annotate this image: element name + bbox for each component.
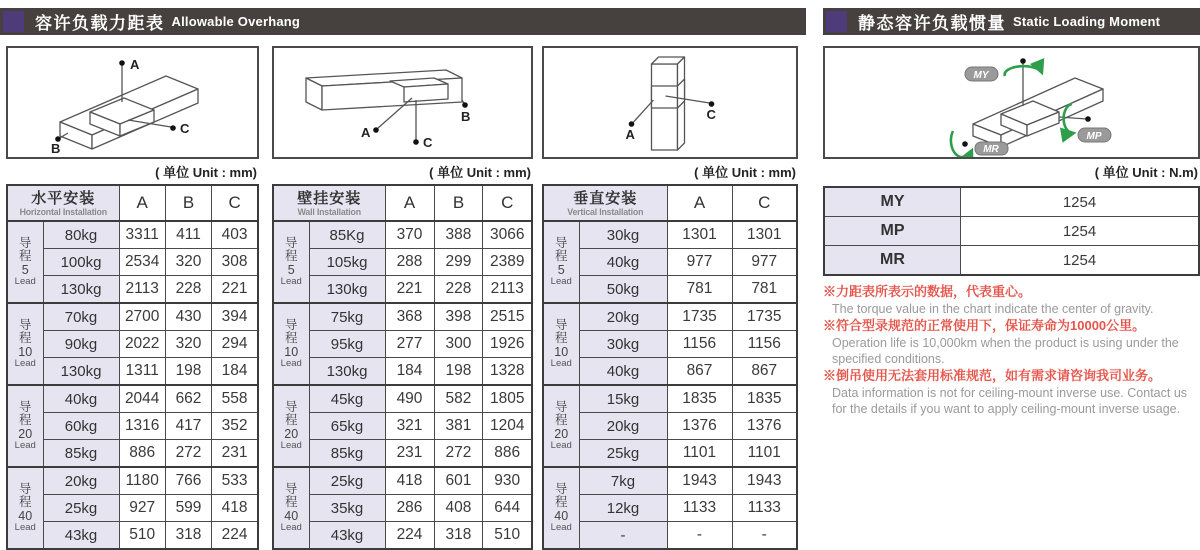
- panel-horizontal-installation: [6, 46, 259, 550]
- value-cell: 308: [212, 249, 258, 276]
- table-row: [7, 467, 258, 495]
- value-cell: 599: [165, 495, 211, 522]
- note-center-of-gravity: [823, 283, 1200, 317]
- moment-label-mp: MP: [824, 217, 961, 246]
- table-row: [7, 276, 258, 304]
- value-cell: 228: [165, 276, 211, 304]
- table-row: [7, 495, 258, 522]
- table-row: [273, 413, 532, 440]
- moment-value-mp: 1254: [961, 217, 1200, 246]
- table-row: [7, 413, 258, 440]
- value-cell: 886: [483, 440, 532, 468]
- vertical-installation-title: 垂直安装 Vertical Installation: [543, 185, 667, 221]
- column-header-a: A: [385, 185, 434, 221]
- column-header-a: A: [119, 185, 165, 221]
- point-label-c: C: [180, 121, 190, 136]
- section-title-en: Allowable Overhang: [171, 14, 301, 29]
- point-label-c: C: [423, 135, 433, 150]
- my-label: MY: [973, 70, 989, 81]
- value-cell: 352: [212, 413, 258, 440]
- load-cell: 65kg: [309, 413, 385, 440]
- table-row: [7, 221, 258, 249]
- point-label-b: B: [51, 141, 61, 156]
- load-cell: 43kg: [309, 522, 385, 550]
- load-cell: 7kg: [579, 467, 667, 495]
- table-static-loading-moment: [823, 186, 1200, 276]
- value-cell: 930: [483, 467, 532, 495]
- lead-cell-40: 导 程 40 Lead: [273, 467, 309, 549]
- point-label-a: A: [361, 125, 371, 140]
- lead-cell-10: 导 程 10 Lead: [273, 303, 309, 385]
- table-row: [7, 303, 258, 331]
- load-cell: 20kg: [43, 467, 119, 495]
- section-header-static-loading-moment: [823, 8, 1200, 35]
- value-cell: 221: [212, 276, 258, 304]
- section-title-en: Static Loading Moment: [1013, 14, 1161, 29]
- value-cell: 320: [165, 331, 211, 358]
- table-row: [824, 246, 1199, 276]
- column-header-b: B: [434, 185, 483, 221]
- load-cell: 130kg: [43, 358, 119, 386]
- value-cell: 408: [434, 495, 483, 522]
- load-cell: 85kg: [309, 440, 385, 468]
- value-cell: 221: [385, 276, 434, 304]
- value-cell: 294: [212, 331, 258, 358]
- table-row: [7, 522, 258, 550]
- value-cell: 1311: [119, 358, 165, 386]
- table-row: [543, 331, 797, 358]
- table-row: [273, 276, 532, 304]
- load-cell: 85kg: [43, 440, 119, 468]
- value-cell: 300: [434, 331, 483, 358]
- value-cell: 1204: [483, 413, 532, 440]
- table-row: [273, 249, 532, 276]
- unit-label-mm: ( 单位 Unit : mm): [694, 165, 796, 180]
- value-cell: 277: [385, 331, 434, 358]
- column-header-c: C: [212, 185, 258, 221]
- mr-rotation-arrow: [951, 131, 972, 157]
- table-row: [824, 217, 1199, 246]
- section-title-zh: 容许负载力距表: [35, 14, 165, 33]
- lead-cell-10: 导 程 10 Lead: [7, 303, 43, 385]
- table-row: [543, 358, 797, 386]
- value-cell: 1316: [119, 413, 165, 440]
- column-header-a: A: [667, 185, 732, 221]
- load-cell: 30kg: [579, 221, 667, 249]
- horizontal-installation-title: 水平安装 Horizontal Installation: [7, 185, 119, 221]
- value-cell: 766: [165, 467, 211, 495]
- value-cell: 286: [385, 495, 434, 522]
- value-cell: 1156: [667, 331, 732, 358]
- mr-label: MR: [983, 144, 999, 155]
- lead-cell-20: 导 程 20 Lead: [7, 385, 43, 467]
- value-cell: 320: [165, 249, 211, 276]
- load-cell: 20kg: [579, 413, 667, 440]
- table-row: [273, 522, 532, 550]
- lead-cell-40: 导 程 40 Lead: [543, 467, 579, 549]
- value-cell: 198: [434, 358, 483, 386]
- load-cell: 85Kg: [309, 221, 385, 249]
- value-cell: 1943: [732, 467, 797, 495]
- point-label-a: A: [130, 57, 140, 72]
- load-cell: 90kg: [43, 331, 119, 358]
- value-cell: 1735: [667, 303, 732, 331]
- note-en: Data information is not for ceiling-mount inverse use. Contact us for the details if you want to apply ceiling-mount inverse usage.: [832, 386, 1188, 416]
- value-cell: 558: [212, 385, 258, 413]
- value-cell: 1805: [483, 385, 532, 413]
- table-row: [273, 440, 532, 468]
- value-cell: 418: [385, 467, 434, 495]
- footnotes: [823, 283, 1200, 417]
- table-row: [273, 467, 532, 495]
- value-cell: 1926: [483, 331, 532, 358]
- table-header-row: [273, 185, 532, 221]
- lead-cell-5: 导 程 5 Lead: [543, 221, 579, 303]
- value-cell: 318: [165, 522, 211, 550]
- lead-cell-5: 导 程 5 Lead: [7, 221, 43, 303]
- value-cell: 2022: [119, 331, 165, 358]
- moment-rail-drawing: [825, 48, 1198, 157]
- load-cell: 15kg: [579, 385, 667, 413]
- value-cell: 510: [483, 522, 532, 550]
- value-cell: 272: [434, 440, 483, 468]
- note-operation-life: [823, 317, 1200, 367]
- panel-vertical-installation: [542, 46, 798, 550]
- table-row: [543, 495, 797, 522]
- value-cell: 1376: [732, 413, 797, 440]
- unit-label-nm: ( 单位 Unit : N.m): [1094, 165, 1198, 180]
- table-row: [7, 385, 258, 413]
- load-cell: 30kg: [579, 331, 667, 358]
- moment-value-mr: 1254: [961, 246, 1200, 276]
- value-cell: 1943: [667, 467, 732, 495]
- value-cell: 977: [667, 249, 732, 276]
- diagram-wall-installation: [272, 46, 533, 159]
- unit-label-mm: ( 单位 Unit : mm): [429, 165, 531, 180]
- value-cell: 781: [667, 276, 732, 304]
- table-row: [7, 249, 258, 276]
- load-cell: 50kg: [579, 276, 667, 304]
- value-cell: 224: [385, 522, 434, 550]
- value-cell: 288: [385, 249, 434, 276]
- value-cell: 411: [165, 221, 211, 249]
- value-cell: 381: [434, 413, 483, 440]
- note-en: Operation life is 10,000km when the product is using under the specified conditions.: [832, 336, 1179, 366]
- value-cell: 231: [212, 440, 258, 468]
- value-cell: 2113: [483, 276, 532, 304]
- column-header-c: C: [732, 185, 797, 221]
- load-cell: 130kg: [309, 276, 385, 304]
- value-cell: -: [667, 522, 732, 550]
- section-bullet-square: [3, 11, 24, 32]
- value-cell: 299: [434, 249, 483, 276]
- value-cell: 418: [212, 495, 258, 522]
- value-cell: 198: [165, 358, 211, 386]
- value-cell: 601: [434, 467, 483, 495]
- load-cell: 40kg: [579, 249, 667, 276]
- value-cell: 2113: [119, 276, 165, 304]
- value-cell: 370: [385, 221, 434, 249]
- value-cell: 430: [165, 303, 211, 331]
- value-cell: -: [732, 522, 797, 550]
- load-cell: 25kg: [309, 467, 385, 495]
- value-cell: 886: [119, 440, 165, 468]
- value-cell: 1133: [732, 495, 797, 522]
- value-cell: 490: [385, 385, 434, 413]
- table-row: [824, 187, 1199, 217]
- load-cell: 20kg: [579, 303, 667, 331]
- table-row: [543, 303, 797, 331]
- value-cell: 318: [434, 522, 483, 550]
- table-row: [273, 303, 532, 331]
- value-cell: 510: [119, 522, 165, 550]
- load-cell: -: [579, 522, 667, 550]
- value-cell: 2044: [119, 385, 165, 413]
- value-cell: 867: [732, 358, 797, 386]
- section-header-allowable-overhang: [0, 8, 806, 35]
- table-row: [273, 495, 532, 522]
- lead-cell-20: 导 程 20 Lead: [543, 385, 579, 467]
- table-row: [7, 331, 258, 358]
- load-cell: 70kg: [43, 303, 119, 331]
- note-zh: ※符合型录规范的正常使用下，保证寿命为10000公里。: [823, 318, 1146, 333]
- load-cell: 130kg: [309, 358, 385, 386]
- value-cell: 644: [483, 495, 532, 522]
- mp-label: MP: [1086, 131, 1102, 142]
- value-cell: 231: [385, 440, 434, 468]
- wall-installation-title: 壁挂安装 Wall Installation: [273, 185, 385, 221]
- vertical-rail-drawing: [544, 48, 796, 157]
- table-row: [7, 440, 258, 468]
- value-cell: 321: [385, 413, 434, 440]
- value-cell: 781: [732, 276, 797, 304]
- value-cell: 228: [434, 276, 483, 304]
- value-cell: 1156: [732, 331, 797, 358]
- value-cell: 394: [212, 303, 258, 331]
- point-label-b: B: [461, 109, 471, 124]
- unit-label-mm: ( 单位 Unit : mm): [155, 165, 257, 180]
- value-cell: 388: [434, 221, 483, 249]
- diagram-vertical-installation: [542, 46, 798, 159]
- value-cell: 2700: [119, 303, 165, 331]
- panel-wall-installation: [272, 46, 533, 550]
- table-horizontal-installation: [6, 184, 259, 550]
- value-cell: 582: [434, 385, 483, 413]
- load-cell: 105kg: [309, 249, 385, 276]
- load-cell: 45kg: [309, 385, 385, 413]
- value-cell: 1328: [483, 358, 532, 386]
- value-cell: 1101: [667, 440, 732, 468]
- table-wall-installation: [272, 184, 533, 550]
- diagram-horizontal-installation: [6, 46, 259, 159]
- note-zh: ※力距表所表示的数据，代表重心。: [823, 284, 1032, 299]
- load-cell: 40kg: [579, 358, 667, 386]
- value-cell: 1301: [732, 221, 797, 249]
- column-header-b: B: [165, 185, 211, 221]
- table-row: [273, 221, 532, 249]
- value-cell: 184: [385, 358, 434, 386]
- load-cell: 95kg: [309, 331, 385, 358]
- section-bullet-square: [826, 11, 847, 32]
- value-cell: 533: [212, 467, 258, 495]
- value-cell: 403: [212, 221, 258, 249]
- value-cell: 2515: [483, 303, 532, 331]
- moment-label-my: MY: [824, 187, 961, 217]
- value-cell: 398: [434, 303, 483, 331]
- moment-value-my: 1254: [961, 187, 1200, 217]
- table-row: [273, 331, 532, 358]
- value-cell: 1101: [732, 440, 797, 468]
- load-cell: 80kg: [43, 221, 119, 249]
- value-cell: 417: [165, 413, 211, 440]
- load-cell: 12kg: [579, 495, 667, 522]
- table-row: [543, 249, 797, 276]
- value-cell: 3066: [483, 221, 532, 249]
- lead-cell-10: 导 程 10 Lead: [543, 303, 579, 385]
- value-cell: 1735: [732, 303, 797, 331]
- value-cell: 184: [212, 358, 258, 386]
- table-row: [273, 358, 532, 386]
- load-cell: 35kg: [309, 495, 385, 522]
- note-zh: ※倒吊使用无法套用标准规范，如有需求请咨询我司业务。: [823, 368, 1162, 383]
- value-cell: 977: [732, 249, 797, 276]
- value-cell: 1133: [667, 495, 732, 522]
- lead-cell-5: 导 程 5 Lead: [273, 221, 309, 303]
- load-cell: 75kg: [309, 303, 385, 331]
- section-title-zh: 静态容许负载惯量: [858, 14, 1006, 33]
- table-row: [543, 385, 797, 413]
- table-header-row: [7, 185, 258, 221]
- table-row: [543, 221, 797, 249]
- point-label-a: A: [625, 127, 635, 142]
- load-cell: 100kg: [43, 249, 119, 276]
- load-cell: 25kg: [579, 440, 667, 468]
- value-cell: 272: [165, 440, 211, 468]
- value-cell: 368: [385, 303, 434, 331]
- load-cell: 130kg: [43, 276, 119, 304]
- moment-label-mr: MR: [824, 246, 961, 276]
- table-row: [543, 440, 797, 468]
- table-row: [543, 522, 797, 550]
- table-row: [543, 413, 797, 440]
- value-cell: 867: [667, 358, 732, 386]
- load-cell: 40kg: [43, 385, 119, 413]
- value-cell: 927: [119, 495, 165, 522]
- table-row: [7, 358, 258, 386]
- note-ceiling-mount: [823, 367, 1200, 417]
- table-vertical-installation: [542, 184, 798, 550]
- load-cell: 43kg: [43, 522, 119, 550]
- value-cell: 662: [165, 385, 211, 413]
- value-cell: 224: [212, 522, 258, 550]
- lead-cell-20: 导 程 20 Lead: [273, 385, 309, 467]
- value-cell: 1835: [667, 385, 732, 413]
- value-cell: 1835: [732, 385, 797, 413]
- load-cell: 60kg: [43, 413, 119, 440]
- value-cell: 1180: [119, 467, 165, 495]
- table-header-row: [543, 185, 797, 221]
- value-cell: 3311: [119, 221, 165, 249]
- value-cell: 2389: [483, 249, 532, 276]
- table-row: [543, 467, 797, 495]
- horizontal-rail-drawing: [8, 48, 257, 157]
- table-row: [543, 276, 797, 304]
- value-cell: 2534: [119, 249, 165, 276]
- load-cell: 25kg: [43, 495, 119, 522]
- value-cell: 1301: [667, 221, 732, 249]
- column-header-c: C: [483, 185, 532, 221]
- value-cell: 1376: [667, 413, 732, 440]
- wall-rail-drawing: [274, 48, 531, 157]
- note-en: The torque value in the chart indicate the center of gravity.: [832, 302, 1154, 316]
- lead-cell-40: 导 程 40 Lead: [7, 467, 43, 549]
- point-label-c: C: [706, 107, 716, 122]
- table-row: [273, 385, 532, 413]
- panel-static-loading-moment: [823, 46, 1200, 417]
- diagram-static-loading-moment: [823, 46, 1200, 159]
